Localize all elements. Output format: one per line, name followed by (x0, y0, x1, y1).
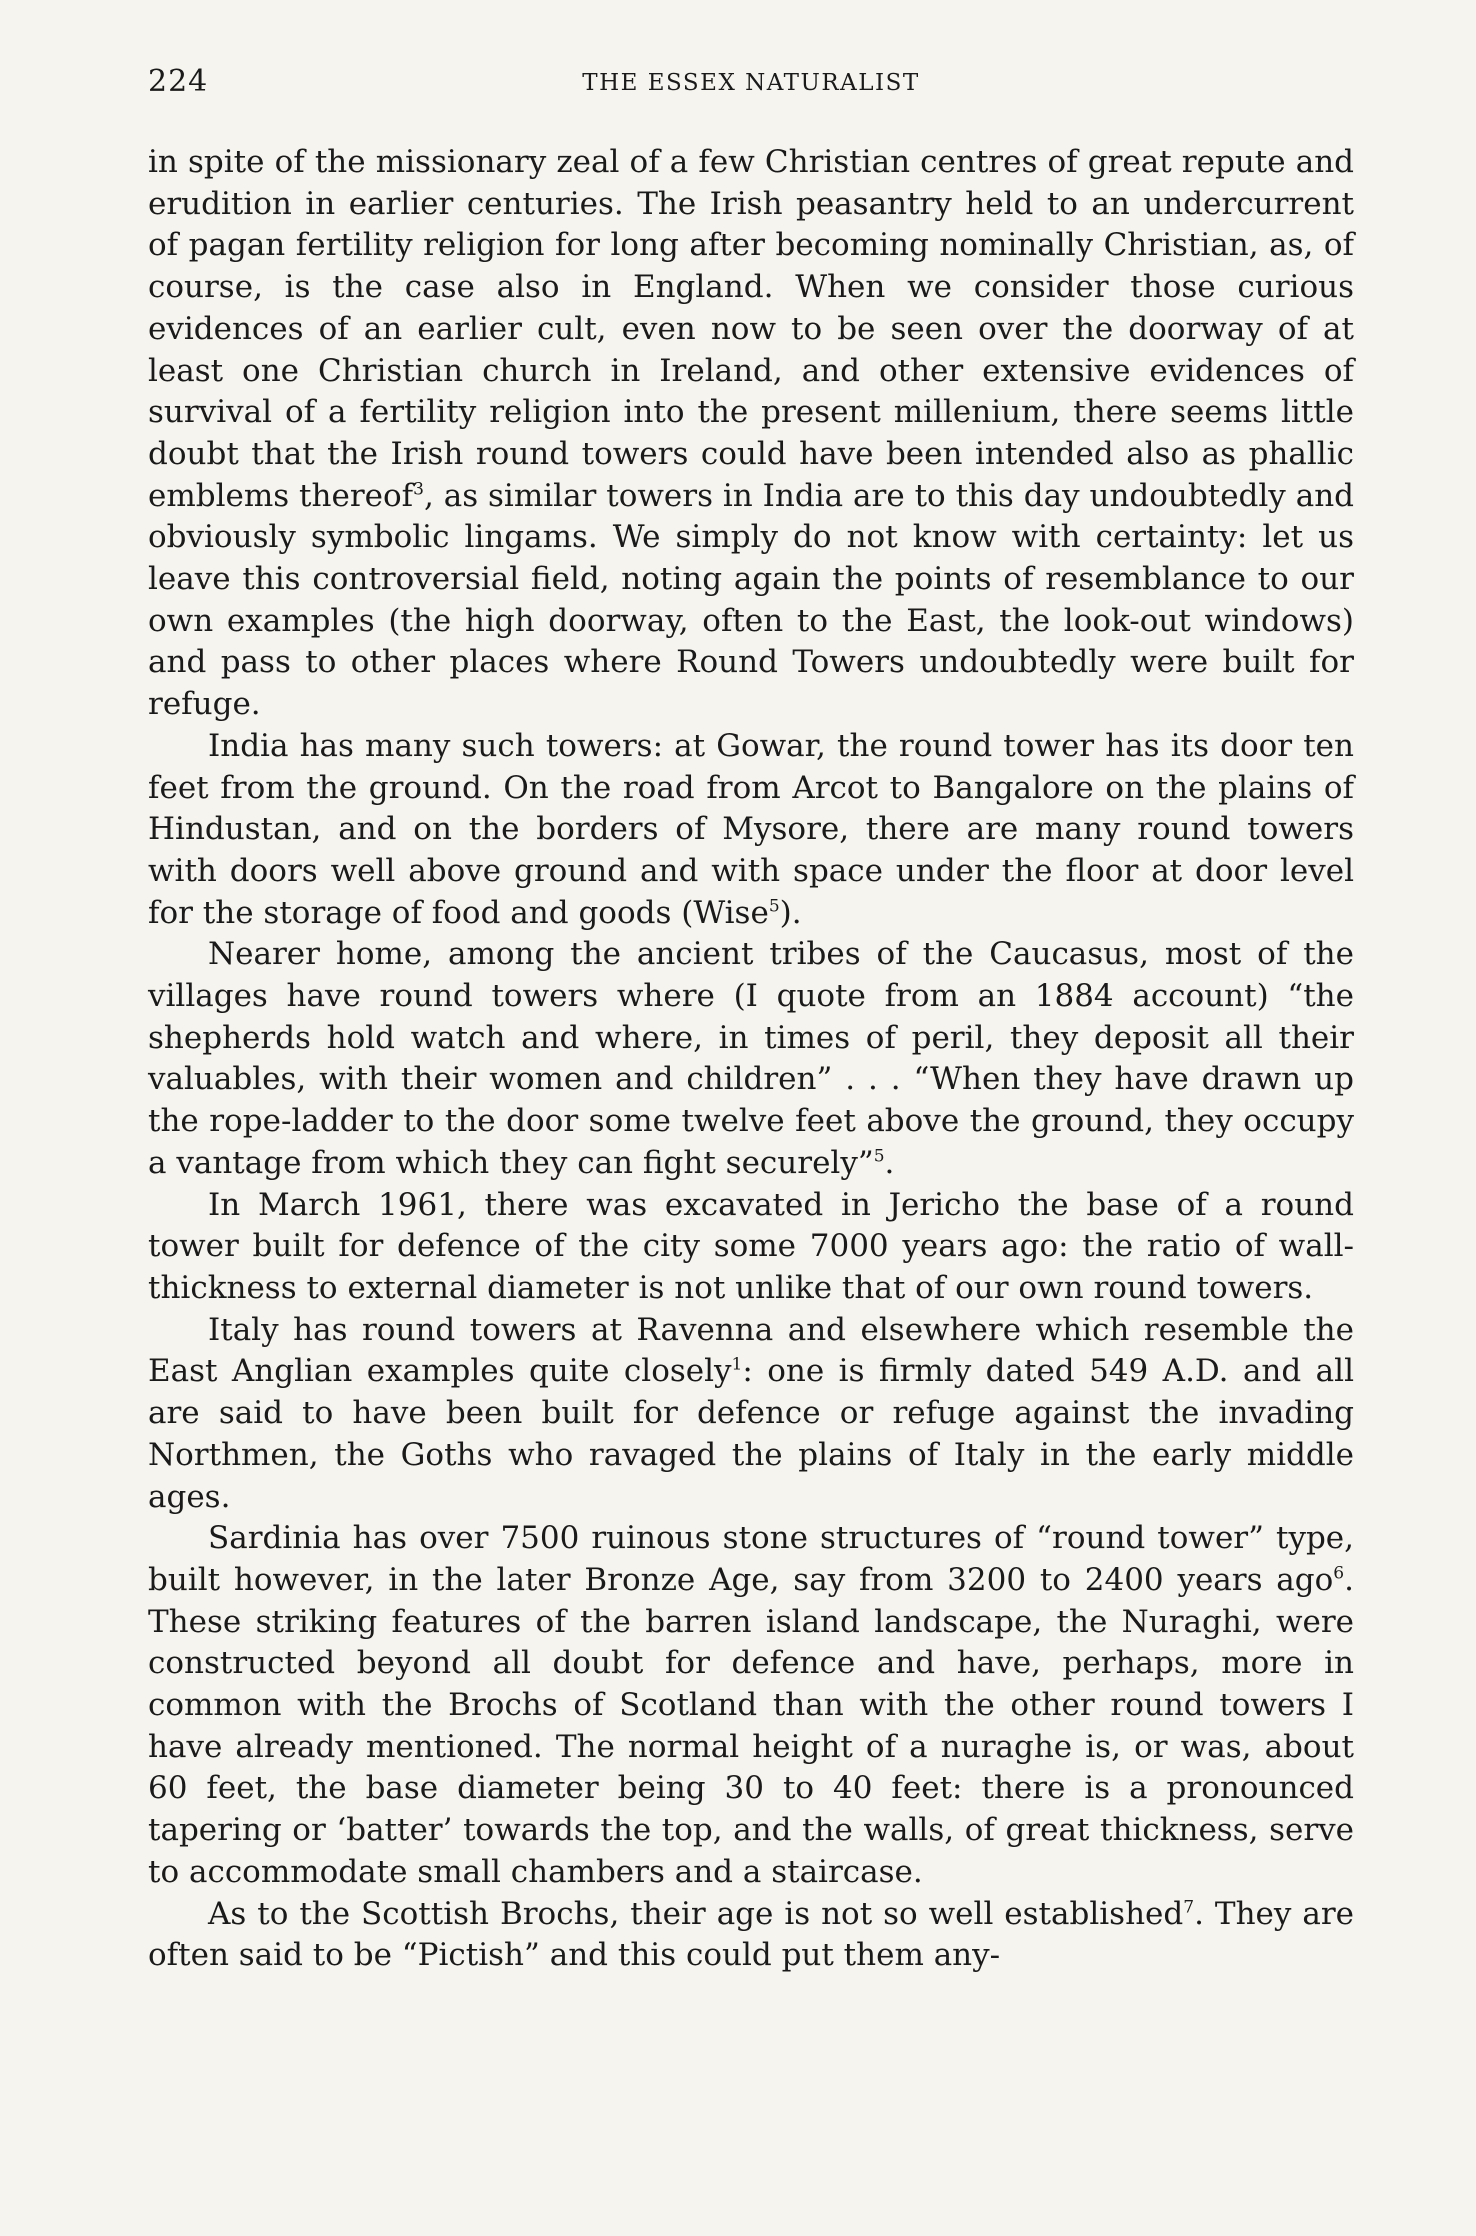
paragraph-text: Italy has round towers at Ravenna and elsewhere which resemble the East Anglian examples quite closely (148, 1311, 1354, 1390)
journal-title: THE ESSEX NATURALIST (582, 70, 920, 96)
paragraph-text: . They are often said to be “Pictish” and this could put them any- (148, 1895, 1354, 1974)
footnote-ref: 5 (768, 896, 780, 917)
paragraph-text: , as similar towers in India are to this day undoubtedly and obviously symbolic lingams. We simply do not know with certainty: let us leave this controversial field, noting again the points of resemblance to our own examples (the high doorway, often to the East, the look-out windows) and pass to other places where Round Towers undoubtedly were built for refuge. (148, 477, 1354, 723)
paragraph-text: As to the Scottish Brochs, their age is not so well established (208, 1895, 1184, 1932)
paragraph-india (148, 726, 1354, 935)
paragraph-text: Sardinia has over 7500 ruinous stone structures of “round tower” type, built however, in the later Bronze Age, say from 3200 to 2400 years ago (148, 1520, 1354, 1598)
footnote-ref: 7 (1183, 1897, 1195, 1918)
paragraph-jericho (148, 1185, 1354, 1310)
footnote-ref: 5 (873, 1146, 885, 1167)
footnote-ref: 3 (413, 479, 424, 500)
running-header (148, 60, 1354, 116)
paragraph-text: ). (779, 894, 802, 931)
book-page (148, 60, 1354, 1977)
paragraph-text: India has many such towers: at Gowar, the round tower has its door ten feet from the ground. On the road from Arcot to Bangalore on the plains of Hindustan, and on the borders of Mysore, there are many round towers with doors well above ground and with space under the floor at door level for the storage of food and goods (Wise (148, 727, 1354, 931)
paragraph-text: . (884, 1144, 895, 1181)
paragraph-text: Nearer home, among the ancient tribes of the Caucasus, most of the villages have round towers where (I quote from an 1884 account) “the shepherds hold watch and where, in times of peril, they deposit all their valuables, with their women and children” . . . “When they have drawn up the rope-ladder to the door some twelve feet above the ground, they occupy a vantage from which they can fight securely” (148, 936, 1354, 1181)
paragraph-irish-towers (148, 142, 1354, 726)
paragraph-italy (148, 1310, 1354, 1519)
footnote-ref: 6 (1333, 1563, 1345, 1584)
paragraph-sardinia (148, 1518, 1354, 1893)
paragraph-text: In March 1961, there was excavated in Jericho the base of a round tower built for defence of the city some 7000 years ago: the ratio of wall-thickness to external diameter is not unlike that of our own round towers. (148, 1186, 1354, 1306)
body-text (148, 142, 1354, 1977)
paragraph-scottish-brochs (148, 1894, 1354, 1977)
paragraph-caucasus (148, 934, 1354, 1184)
paragraph-text: : one is firmly dated 549 A.D. and all are said to have been built for defence or refuge against the invading Northmen, the Goths who ravaged the plains of Italy in the early middle ages. (148, 1353, 1354, 1515)
paragraph-text: in spite of the missionary zeal of a few Christian centres of great repute and erudition in earlier centuries. The Irish peasantry held to an undercurrent of pagan fertility religion for long after becoming nominally Christian, as, of course, is the case also in England. When we consider those curious evidences of an earlier cult, even now to be seen over the doorway of at least one Christian church in Ireland, and other extensive evidences of survival of a fertility religion into the present millenium, there seems little doubt that the Irish round towers could have been intended also as phallic emblems thereof (148, 144, 1354, 514)
page-number: 224 (148, 64, 209, 99)
footnote-ref: 1 (731, 1355, 743, 1376)
paragraph-text: . These striking features of the barren island landscape, the Nuraghi, were constructed beyond all doubt for defence and have, perhaps, more in common with the Brochs of Scotland than with the other round towers I have already mentioned. The normal height of a nuraghe is, or was, about 60 feet, the base diameter being 30 to 40 feet: there is a pronounced tapering or ‘batter’ towards the top, and the walls, of great thickness, serve to accommodate small chambers and a staircase. (148, 1561, 1354, 1890)
